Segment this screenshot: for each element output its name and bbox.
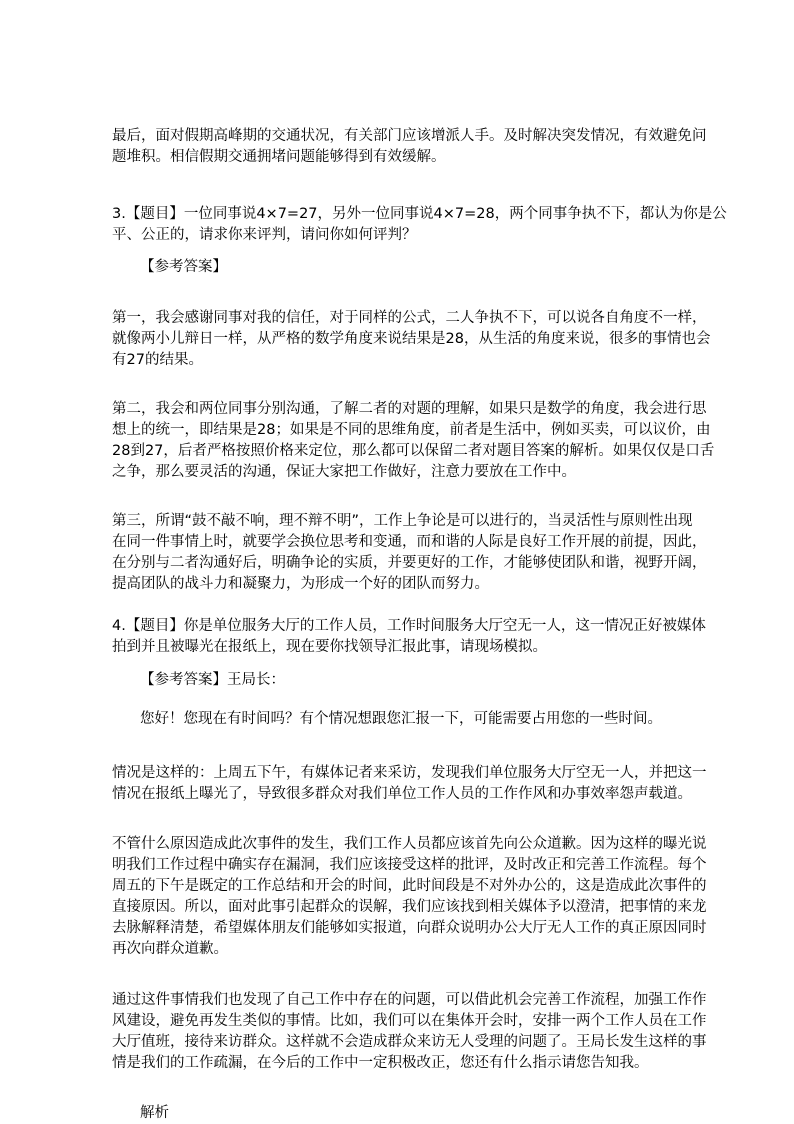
text-line: 就像两小儿辩日一样，从严格的数学角度来说结果是28，从生活的角度来说，很多的事情也会	[112, 331, 711, 347]
text-line: 再次向群众道歉。	[112, 941, 228, 957]
text-line: 题堆积。相信假期交通拥堵问题能够得到有效缓解。	[112, 149, 446, 165]
paragraph	[140, 709, 730, 730]
text-line: 不管什么原因造成此次事件的发生，我们工作人员都应该首先向公众道歉。因为这样的曝光说	[112, 836, 707, 852]
paragraph	[112, 834, 707, 960]
text-line: 明我们工作过程中确实存在漏洞，我们应该接受这样的批评，及时改正和完善工作流程。每个	[112, 857, 707, 873]
text-line: 3.【题目】一位同事说4×7=27，另外一位同事说4×7=28，两个同事争执不下，都认为你是公	[112, 206, 727, 222]
paragraph	[112, 990, 707, 1074]
text-line: 有27的结果。	[112, 352, 203, 368]
text-line: 最后，面对假期高峰期的交通状况，有关部门应该增派人手。及时解决突发情况，有效避免问	[112, 128, 707, 144]
text-line: 第一，我会感谢同事对我的信任，对于同样的公式，二人争执不下，可以说各自角度不一样，	[112, 310, 707, 326]
text-line: 周五的下午是既定的工作总结和开会的时间，此时间段是不对外办公的，这是造成此次事件的	[112, 878, 707, 894]
text-line: 风建设，避免再发生类似的事情。比如，我们可以在集体开会时，安排一两个工作人员在工作	[112, 1013, 707, 1029]
paragraph	[112, 126, 707, 168]
paragraph	[140, 670, 730, 691]
text-line: 【参考答案】王局长：	[140, 672, 285, 688]
text-line: 第三，所谓“鼓不敲不响，理不辩不明”，工作上争论是可以进行的，当灵活性与原则性出现	[112, 513, 693, 529]
paragraph	[112, 399, 715, 483]
text-line: 解析	[140, 1105, 169, 1121]
paragraph	[140, 257, 730, 278]
text-line: 通过这件事情我们也发现了自己工作中存在的问题，可以借此机会完善工作流程，加强工作作	[112, 992, 707, 1008]
text-line: 在分别与二者沟通好后，明确争论的实质，并要更好的工作，才能够使团队和谐，视野开阔，	[112, 555, 707, 571]
text-line: 在同一件事情上时，就要学会换位思考和变通，而和谐的人际是良好工作开展的前提，因此，	[112, 534, 707, 550]
paragraph	[140, 1103, 730, 1124]
text-line: 您好！您现在有时间吗？有个情况想跟您汇报一下，可能需要占用您的一些时间。	[140, 711, 662, 727]
text-line: 28到27，后者严格按照价格来定位，那么都可以保留二者对题目答案的解析。如果仅仅是口舌	[112, 443, 715, 459]
text-line: 之争，那么要灵活的沟通，保证大家把工作做好，注意力要放在工作中。	[112, 464, 576, 480]
text-line: 平、公正的，请求你来评判，请问你如何评判？	[112, 227, 417, 243]
text-line: 情况是这样的：上周五下午，有媒体记者来采访，发现我们单位服务大厅空无一人，并把这一	[112, 765, 707, 781]
paragraph	[112, 204, 727, 246]
paragraph	[112, 763, 707, 805]
text-line: 情况在报纸上曝光了，导致很多群众对我们单位工作人员的工作作风和办事效率怨声载道。	[112, 786, 692, 802]
paragraph	[112, 308, 711, 371]
text-line: 【参考答案】	[140, 259, 227, 275]
text-line: 直接原因。所以，面对此事引起群众的误解，我们应该找到相关媒体予以澄清，把事情的来龙	[112, 899, 707, 915]
paragraph	[112, 616, 706, 658]
text-line: 第二，我会和两位同事分别沟通，了解二者的对题的理解，如果只是数学的角度，我会进行思	[112, 401, 707, 417]
paragraph	[112, 511, 707, 595]
text-line: 情是我们的工作疏漏，在今后的工作中一定积极改正，您还有什么指示请您告知我。	[112, 1055, 649, 1071]
text-line: 拍到并且被曝光在报纸上，现在要你找领导汇报此事，请现场模拟。	[112, 639, 547, 655]
text-line: 去脉解释清楚，希望媒体朋友们能够如实报道，向群众说明办公大厅无人工作的真正原因同时	[112, 920, 707, 936]
text-line: 想上的统一，即结果是28；如果是不同的思维角度，前者是生活中，例如买卖，可以议价，由	[112, 422, 711, 438]
text-line: 提高团队的战斗力和凝聚力，为形成一个好的团队而努力。	[112, 576, 489, 592]
text-line: 大厅值班，接待来访群众。这样就不会造成群众来访无人受理的问题了。王局长发生这样的事	[112, 1034, 707, 1050]
text-line: 4.【题目】你是单位服务大厅的工作人员，工作时间服务大厅空无一人，这一情况正好被媒体	[112, 618, 706, 634]
